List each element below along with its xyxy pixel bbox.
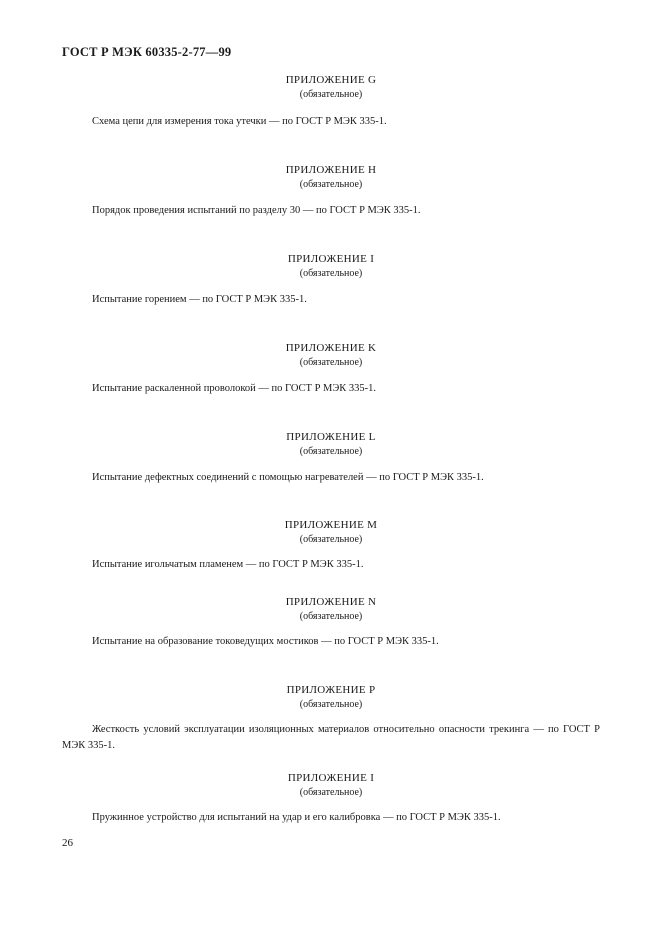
- appendix-title: ПРИЛОЖЕНИЕ G: [285, 74, 377, 86]
- document-header: ГОСТ Р МЭК 60335-2-77—99: [62, 45, 232, 59]
- appendix-text: Испытание дефектных соединений с помощью нагревателей — по ГОСТ Р МЭК 335-1.: [92, 472, 484, 483]
- appendix-text: Испытание на образование токоведущих мостиков — по ГОСТ Р МЭК 335-1.: [92, 636, 439, 647]
- appendix-text: Жесткость условий эксплуатации изоляционных материалов относительно опасности трекинга — по ГОСТ Р МЭК 335-1.: [62, 724, 600, 751]
- appendix-title: ПРИЛОЖЕНИЕ N: [285, 596, 377, 608]
- appendix-text: Испытание горением — по ГОСТ Р МЭК 335-1.: [92, 294, 307, 305]
- appendix-title: ПРИЛОЖЕНИЕ I: [287, 253, 375, 265]
- appendix-title: ПРИЛОЖЕНИЕ I: [287, 772, 375, 784]
- page-number: 26: [62, 837, 73, 849]
- appendix-title: ПРИЛОЖЕНИЕ P: [286, 684, 376, 696]
- appendix-title: ПРИЛОЖЕНИЕ K: [285, 342, 377, 354]
- appendix-status: (обязательное): [299, 534, 363, 545]
- appendix-status: (обязательное): [299, 179, 363, 190]
- appendix-text: Пружинное устройство для испытаний на удар и его калибровка — по ГОСТ Р МЭК 335-1.: [92, 812, 501, 823]
- appendix-status: (обязательное): [299, 611, 363, 622]
- appendix-title: ПРИЛОЖЕНИЕ H: [285, 164, 377, 176]
- appendix-status: (обязательное): [299, 787, 363, 798]
- appendix-text: Схема цепи для измерения тока утечки — по ГОСТ Р МЭК 335-1.: [92, 116, 387, 127]
- appendix-status: (обязательное): [299, 699, 363, 710]
- appendix-title: ПРИЛОЖЕНИЕ L: [286, 431, 376, 443]
- appendix-status: (обязательное): [299, 357, 363, 368]
- appendix-title: ПРИЛОЖЕНИЕ M: [284, 519, 378, 531]
- appendix-status: (обязательное): [299, 446, 363, 457]
- appendix-text: Испытание раскаленной проволокой — по ГОСТ Р МЭК 335-1.: [92, 383, 377, 394]
- appendix-text: Испытание игольчатым пламенем — по ГОСТ Р МЭК 335-1.: [92, 559, 364, 570]
- appendix-status: (обязательное): [299, 268, 363, 279]
- appendix-status: (обязательное): [299, 89, 363, 100]
- appendix-text: Порядок проведения испытаний по разделу 30 — по ГОСТ Р МЭК 335-1.: [92, 205, 421, 216]
